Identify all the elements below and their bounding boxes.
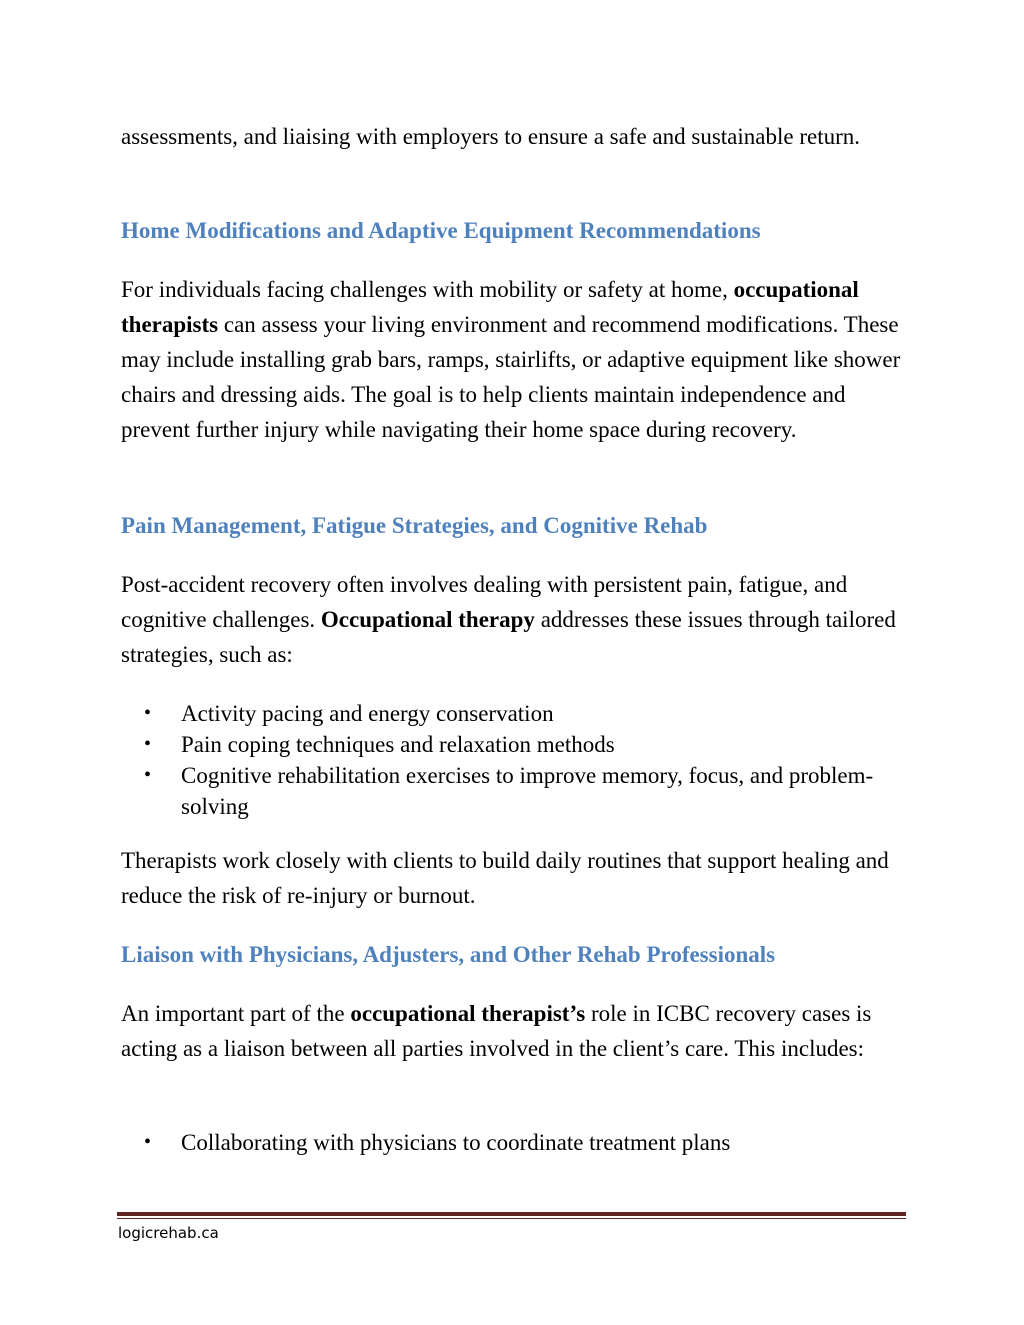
bold-term: Occupational therapy: [320, 607, 535, 632]
paragraph-text: can assess your living environment and recommend modifications. These may include installing grab bars, ramps, stairlifts, or adaptive equipment like shower chairs and dressing aids. The goal is to help clients maintain independence and prevent further injury while navigating their home space during recovery.: [121, 312, 901, 442]
paragraph-routines: Therapists work closely with clients to build daily routines that support healing and reduce the risk of re-injury or burnout.: [121, 848, 889, 908]
bold-term: occupational therapists: [121, 277, 859, 337]
list-item-text: Activity pacing and energy conservation: [181, 701, 554, 726]
paragraph-liaison: [121, 996, 911, 1066]
heading-pain-management: Pain Management, Fatigue Strategies, and Cognitive Rehab: [121, 513, 708, 538]
paragraph-text: For individuals facing challenges with mobility or safety at home,: [121, 277, 734, 302]
heading-liaison: Liaison with Physicians, Adjusters, and Other Rehab Professionals: [121, 942, 776, 967]
bold-term: occupational therapist’s: [350, 1001, 586, 1026]
bullet-icon: •: [144, 1131, 152, 1153]
list-item: [121, 1127, 911, 1158]
paragraph-text: role in ICBC recovery cases is acting as a liaison between all parties involved in the client’s care. This includes:: [121, 1001, 872, 1061]
list-item-text: Collaborating with physicians to coordinate treatment plans: [181, 1130, 731, 1155]
paragraph-return-to-work: assessments, and liaising with employers to ensure a safe and sustainable return.: [121, 124, 861, 149]
list-item-text: Pain coping techniques and relaxation methods: [181, 732, 615, 757]
bullet-icon: •: [144, 764, 152, 786]
list-item-text: Cognitive rehabilitation exercises to improve memory, focus, and problem-solving: [181, 763, 874, 819]
paragraph-pain-management: [121, 567, 911, 672]
footer-website: logicrehab.ca: [118, 1224, 219, 1242]
list-item: [121, 729, 911, 760]
heading-home-modifications: Home Modifications and Adaptive Equipment Recommendations: [121, 218, 761, 243]
paragraph-text: Post-accident recovery often involves dealing with persistent pain, fatigue, and cognitive challenges.: [121, 572, 848, 632]
list-item: [121, 698, 911, 729]
paragraph-text: addresses these issues through tailored strategies, such as:: [121, 607, 896, 667]
bullet-list-strategies: [121, 698, 911, 822]
list-item: [121, 760, 911, 822]
footer-divider: [117, 1212, 906, 1216]
paragraph-home-modifications: [121, 272, 911, 447]
footer-divider-thin: [117, 1218, 906, 1219]
bullet-icon: •: [144, 733, 152, 755]
bullet-list-liaison: [121, 1127, 911, 1158]
paragraph-text: An important part of the: [121, 1001, 351, 1026]
bullet-icon: •: [144, 702, 152, 724]
